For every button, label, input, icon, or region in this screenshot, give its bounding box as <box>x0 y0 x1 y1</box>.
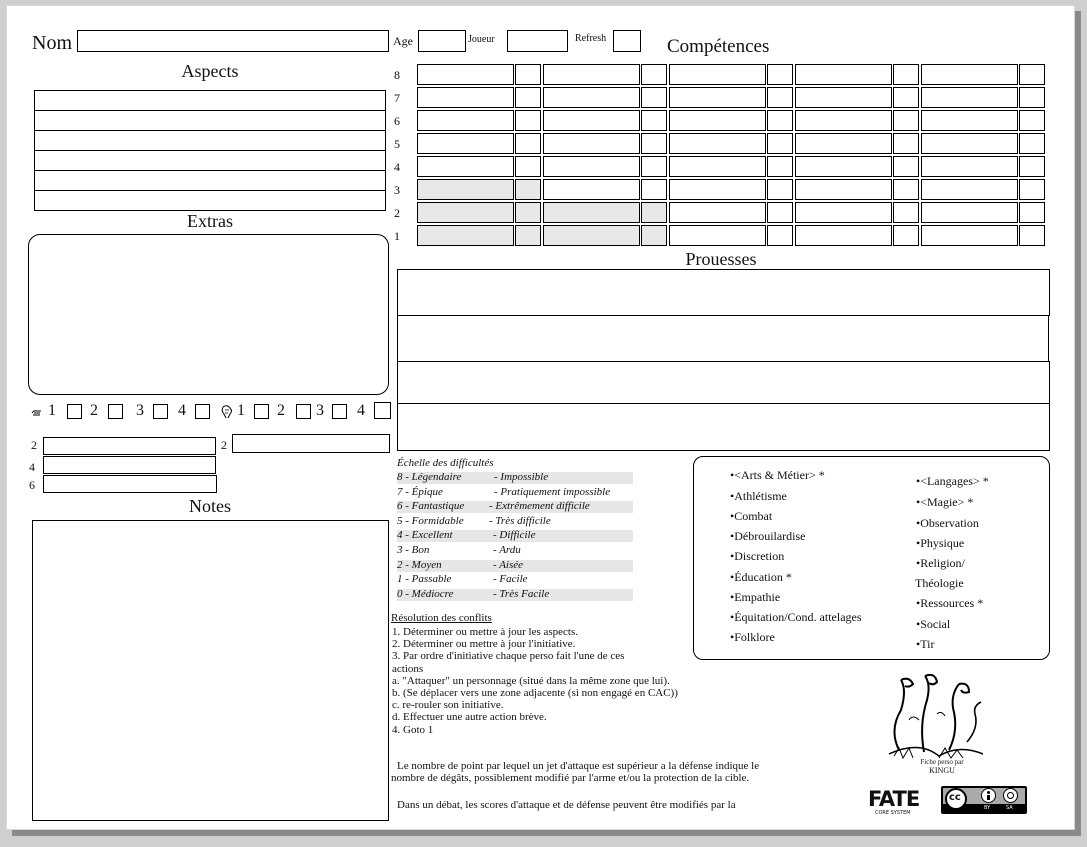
bullet-icon: • <box>916 617 921 631</box>
skill-list-label: <Magie> * <box>920 495 974 509</box>
refresh-label: Refresh <box>575 33 607 44</box>
skill-name-field[interactable] <box>795 202 892 223</box>
name-label: Nom <box>32 32 72 54</box>
resolution-step: 3. Par ordre d'initiative chaque perso fait l'une de ces <box>392 650 625 663</box>
extras-field[interactable] <box>28 234 389 395</box>
skill-name-field[interactable] <box>543 110 640 131</box>
difficulty-level: 0 - Médiocre <box>397 587 454 600</box>
difficulty-description: - Impossible <box>494 471 549 483</box>
physical-stress-box-1[interactable] <box>67 404 82 419</box>
difficulty-row <box>397 500 637 513</box>
skill-list-item <box>916 474 989 489</box>
skill-list-item <box>915 576 964 591</box>
skill-value-field[interactable] <box>1019 202 1045 223</box>
skills-title: Compétences <box>667 36 770 57</box>
skill-rank-label: 1 <box>394 229 400 243</box>
skill-name-field[interactable] <box>669 133 766 154</box>
skill-value-field[interactable] <box>641 64 667 85</box>
skill-rank-label: 8 <box>394 68 400 82</box>
skill-value-field[interactable] <box>641 156 667 177</box>
skill-list-label: Physique <box>920 536 965 550</box>
skill-value-field[interactable] <box>641 202 667 223</box>
skill-list-label: Religion/ <box>920 556 965 570</box>
skill-name-field[interactable] <box>543 202 640 223</box>
skill-value-field[interactable] <box>893 110 919 131</box>
bullet-icon: • <box>730 549 735 563</box>
skill-list-label: Folklore <box>734 630 775 644</box>
name-field[interactable] <box>77 30 389 52</box>
mental-stress-box-2[interactable] <box>296 404 311 419</box>
mental-stress-box-3[interactable] <box>332 404 347 419</box>
consequence-label-mild-2: 2 <box>221 438 227 452</box>
bullet-icon: • <box>730 489 735 503</box>
bullet-icon: • <box>916 556 921 570</box>
skill-list-label: Débrouilardise <box>734 529 806 543</box>
skill-value-field[interactable] <box>641 87 667 108</box>
difficulty-row <box>397 588 637 601</box>
skill-rank-label: 2 <box>394 206 400 220</box>
difficulty-description: - Pratiquement impossible <box>494 485 611 498</box>
skill-value-field[interactable] <box>893 202 919 223</box>
stunt-field-3[interactable] <box>397 361 1050 404</box>
hydra-icon <box>879 670 989 762</box>
skill-value-field[interactable] <box>893 87 919 108</box>
difficulty-description: - Difficile <box>493 529 536 542</box>
fate-logo: FATE <box>868 787 920 811</box>
extras-title: Extras <box>187 211 233 231</box>
mental-stress-label-4: 4 <box>357 402 365 419</box>
skill-value-field[interactable] <box>515 179 541 200</box>
skill-name-field[interactable] <box>921 202 1018 223</box>
skill-value-field[interactable] <box>1019 87 1045 108</box>
skill-list-item <box>730 590 780 605</box>
skill-list-label: Discretion <box>734 549 785 563</box>
difficulty-level: 5 - Formidable <box>397 514 464 527</box>
resolution-step: a. "Attaquer" un personnage (situé dans la même zone que lui). <box>392 674 670 687</box>
skill-list-label: Athlétisme <box>734 489 787 503</box>
resolution-title: Résolution des conflits <box>391 612 492 624</box>
skill-name-field[interactable] <box>669 179 766 200</box>
skill-list-item <box>730 549 784 564</box>
credit-line-1: Fiche perso par <box>920 758 964 766</box>
difficulty-row <box>397 544 637 557</box>
skill-value-field[interactable] <box>641 179 667 200</box>
difficulty-description: - Ardu <box>493 544 521 556</box>
consequence-label-severe: 6 <box>29 478 35 492</box>
skill-name-field[interactable] <box>669 202 766 223</box>
debate-line: Dans un débat, les scores d'attaque et de défense peuvent être modifiés par la <box>397 799 736 811</box>
physical-stress-box-3[interactable] <box>153 404 168 419</box>
skill-value-field[interactable] <box>767 110 793 131</box>
resolution-step: 2. Déterminer ou mettre à jour l'initiative. <box>392 638 576 651</box>
skill-list-label: Théologie <box>915 576 964 590</box>
difficulty-row <box>397 515 637 528</box>
skill-name-field[interactable] <box>669 110 766 131</box>
aspect-field-1[interactable] <box>34 90 386 111</box>
skill-name-field[interactable] <box>795 64 892 85</box>
physical-stress-box-2[interactable] <box>108 404 123 419</box>
player-field[interactable] <box>507 30 568 52</box>
skill-name-field[interactable] <box>417 110 514 131</box>
difficulty-description: - Extrêmement difficile <box>489 500 590 513</box>
resolution-step: b. (Se déplacer vers une zone adjacente (si non engagé en CAC)) <box>392 687 678 699</box>
skill-list-item <box>730 570 792 585</box>
stunt-field-2[interactable] <box>397 315 1049 362</box>
skill-name-field[interactable] <box>417 179 514 200</box>
resolution-step: d. Effectuer une autre action brève. <box>392 711 547 724</box>
skill-name-field[interactable] <box>543 225 640 246</box>
skill-name-field[interactable] <box>417 225 514 246</box>
aspect-field-2[interactable] <box>34 110 386 131</box>
skill-name-field[interactable] <box>543 64 640 85</box>
aspects-title: Aspects <box>181 61 239 81</box>
skill-list-item <box>916 637 934 652</box>
skill-name-field[interactable] <box>669 225 766 246</box>
consequence-moderate-field[interactable] <box>43 456 216 474</box>
skill-list-label: Ressources * <box>920 596 984 610</box>
skill-value-field[interactable] <box>767 156 793 177</box>
difficulty-row <box>397 529 637 542</box>
character-sheet <box>6 5 1075 830</box>
difficulty-level: 7 - Épique <box>397 485 443 498</box>
skill-list-label: Équitation/Cond. attelages <box>734 610 862 624</box>
skill-name-field[interactable] <box>795 133 892 154</box>
age-field[interactable] <box>418 30 466 52</box>
brain-icon <box>220 404 234 420</box>
skill-name-field[interactable] <box>921 156 1018 177</box>
consequence-label-moderate: 4 <box>29 460 35 474</box>
consequence-label-mild: 2 <box>31 438 37 452</box>
skill-value-field[interactable] <box>515 225 541 246</box>
bullet-icon: • <box>730 570 735 584</box>
skill-list-item <box>916 495 973 510</box>
bullet-icon: • <box>916 474 921 488</box>
skill-list-item <box>916 516 979 531</box>
refresh-field[interactable] <box>613 30 641 52</box>
fist-icon <box>31 408 43 418</box>
skill-value-field[interactable] <box>1019 225 1045 246</box>
skill-value-field[interactable] <box>641 133 667 154</box>
aspect-field-4[interactable] <box>34 150 386 171</box>
skill-list-item <box>730 610 862 625</box>
difficulty-row <box>397 573 637 586</box>
notes-field[interactable] <box>32 520 389 821</box>
skill-name-field[interactable] <box>417 64 514 85</box>
difficulty-level: 8 - Légendaire <box>397 471 462 483</box>
difficulty-title: Échelle des difficultés <box>397 457 494 469</box>
cc-sa-label: SA <box>1006 805 1013 811</box>
skill-name-field[interactable] <box>921 87 1018 108</box>
physical-stress-box-4[interactable] <box>195 404 210 419</box>
resolution-step: actions <box>392 662 424 675</box>
skill-list-item <box>916 617 950 632</box>
skill-list-item <box>730 489 787 504</box>
skill-list-label: Empathie <box>734 590 781 604</box>
bullet-icon: • <box>916 495 921 509</box>
consequence-mild-field[interactable] <box>43 437 216 455</box>
skill-list-label: Observation <box>920 516 979 530</box>
skill-value-field[interactable] <box>641 110 667 131</box>
difficulty-level: 6 - Fantastique <box>397 500 465 513</box>
stunts-title: Prouesses <box>685 249 757 269</box>
physical-stress-label-3: 3 <box>136 402 144 419</box>
skill-name-field[interactable] <box>669 87 766 108</box>
difficulty-row <box>397 559 637 572</box>
bullet-icon: • <box>730 610 735 624</box>
bullet-icon: • <box>730 468 735 482</box>
skill-value-field[interactable] <box>515 87 541 108</box>
resolution-step: 1. Déterminer ou mettre à jour les aspects. <box>392 626 579 638</box>
skill-rank-label: 4 <box>394 160 400 174</box>
skill-name-field[interactable] <box>795 156 892 177</box>
aspect-field-3[interactable] <box>34 130 386 151</box>
skill-name-field[interactable] <box>795 110 892 131</box>
skill-name-field[interactable] <box>543 87 640 108</box>
bullet-icon: • <box>730 630 735 644</box>
stunt-field-4[interactable] <box>397 403 1050 451</box>
skill-rank-label: 3 <box>394 183 400 197</box>
skill-name-field[interactable] <box>417 133 514 154</box>
difficulty-description: - Facile <box>493 573 528 586</box>
skill-list-item <box>730 630 775 645</box>
skill-value-field[interactable] <box>767 225 793 246</box>
cc-icon: cc <box>949 792 961 803</box>
aspect-field-6[interactable] <box>34 190 386 211</box>
skill-value-field[interactable] <box>893 133 919 154</box>
bullet-icon: • <box>916 516 921 530</box>
resolution-step: 4. Goto 1 <box>392 723 434 736</box>
aspect-field-5[interactable] <box>34 170 386 191</box>
mental-stress-label-1: 1 <box>237 402 245 419</box>
bullet-icon: • <box>730 529 735 543</box>
skill-name-field[interactable] <box>921 133 1018 154</box>
skill-name-field[interactable] <box>543 179 640 200</box>
cc-by-label: BY <box>984 805 991 811</box>
skill-value-field[interactable] <box>515 202 541 223</box>
skill-value-field[interactable] <box>641 225 667 246</box>
skill-list-label: Social <box>920 617 951 631</box>
skill-value-field[interactable] <box>515 156 541 177</box>
skill-value-field[interactable] <box>893 179 919 200</box>
skill-value-field[interactable] <box>515 110 541 131</box>
skill-value-field[interactable] <box>515 64 541 85</box>
consequence-severe-field[interactable] <box>43 475 217 493</box>
difficulty-level: 1 - Passable <box>397 573 452 586</box>
age-label: Age <box>393 34 413 48</box>
skill-rank-label: 7 <box>394 91 400 105</box>
skill-list-label: Tir <box>920 637 935 651</box>
skill-value-field[interactable] <box>1019 179 1045 200</box>
difficulty-row <box>397 471 637 484</box>
skill-list-label: <Arts & Métier> * <box>734 468 825 482</box>
skill-value-field[interactable] <box>767 133 793 154</box>
skill-name-field[interactable] <box>921 64 1018 85</box>
physical-stress-label-1: 1 <box>48 402 56 419</box>
bullet-icon: • <box>730 590 735 604</box>
skill-list-label: <Langages> * <box>920 474 989 488</box>
skill-name-field[interactable] <box>669 64 766 85</box>
skill-name-field[interactable] <box>795 179 892 200</box>
skill-list-label: Éducation * <box>734 570 792 584</box>
skill-list-item <box>916 556 965 571</box>
cc-license-badge <box>941 786 1027 814</box>
skill-name-field[interactable] <box>921 225 1018 246</box>
skill-name-field[interactable] <box>669 156 766 177</box>
skill-value-field[interactable] <box>1019 64 1045 85</box>
skill-value-field[interactable] <box>893 156 919 177</box>
skill-name-field[interactable] <box>417 202 514 223</box>
fate-logo-subtitle: CORE SYSTEM <box>875 810 911 816</box>
skill-name-field[interactable] <box>795 225 892 246</box>
difficulty-level: 4 - Excellent <box>397 529 453 542</box>
skill-rank-label: 5 <box>394 137 400 151</box>
difficulty-description: - Aisée <box>493 558 524 571</box>
difficulty-description: - Très Facile <box>493 587 550 600</box>
skill-rank-label: 6 <box>394 114 400 128</box>
skill-list-item <box>730 509 772 524</box>
skill-list-label: Combat <box>734 509 773 523</box>
skill-value-field[interactable] <box>893 225 919 246</box>
consequence-mild-field-2[interactable] <box>232 434 390 453</box>
skill-value-field[interactable] <box>767 87 793 108</box>
skill-name-field[interactable] <box>543 133 640 154</box>
skill-value-field[interactable] <box>1019 110 1045 131</box>
difficulty-level: 2 - Moyen <box>397 558 442 571</box>
bullet-icon: • <box>730 509 735 523</box>
skill-list-item <box>730 529 806 544</box>
bullet-icon: • <box>916 596 921 610</box>
mental-stress-label-3: 3 <box>316 402 324 419</box>
skill-name-field[interactable] <box>543 156 640 177</box>
skill-value-field[interactable] <box>767 202 793 223</box>
difficulty-level: 3 - Bon <box>397 544 430 556</box>
difficulty-description: - Très difficile <box>489 514 551 527</box>
skill-name-field[interactable] <box>417 156 514 177</box>
bullet-icon: • <box>916 536 921 550</box>
skill-value-field[interactable] <box>1019 133 1045 154</box>
physical-stress-label-2: 2 <box>90 402 98 419</box>
damage-line-1: Le nombre de point par lequel un jet d'attaque est supérieur a la défense indique le <box>397 760 760 772</box>
physical-stress-label-4: 4 <box>178 402 186 419</box>
skill-value-field[interactable] <box>1019 156 1045 177</box>
skill-value-field[interactable] <box>767 179 793 200</box>
skill-name-field[interactable] <box>921 110 1018 131</box>
resolution-step: c. re-rouler son initiative. <box>392 699 504 712</box>
mental-stress-label-2: 2 <box>277 402 285 419</box>
skill-value-field[interactable] <box>515 133 541 154</box>
stunt-field-1[interactable] <box>397 269 1050 316</box>
difficulty-row <box>397 486 637 499</box>
notes-title: Notes <box>189 496 231 516</box>
skill-name-field[interactable] <box>921 179 1018 200</box>
mental-stress-box-4[interactable] <box>374 402 391 419</box>
player-label: Joueur <box>468 34 495 45</box>
skill-name-field[interactable] <box>417 87 514 108</box>
skill-list-item <box>916 596 983 611</box>
credit-line-2: KINGU <box>929 766 955 775</box>
mental-stress-box-1[interactable] <box>254 404 269 419</box>
damage-line-2: nombre de dégâts, possiblement modifié par l'arme et/ou la protection de la cible. <box>391 772 750 784</box>
skill-list-item <box>730 468 825 483</box>
skill-value-field[interactable] <box>767 64 793 85</box>
skill-name-field[interactable] <box>795 87 892 108</box>
skill-list-item <box>916 536 964 551</box>
skill-value-field[interactable] <box>893 64 919 85</box>
bullet-icon: • <box>916 637 921 651</box>
